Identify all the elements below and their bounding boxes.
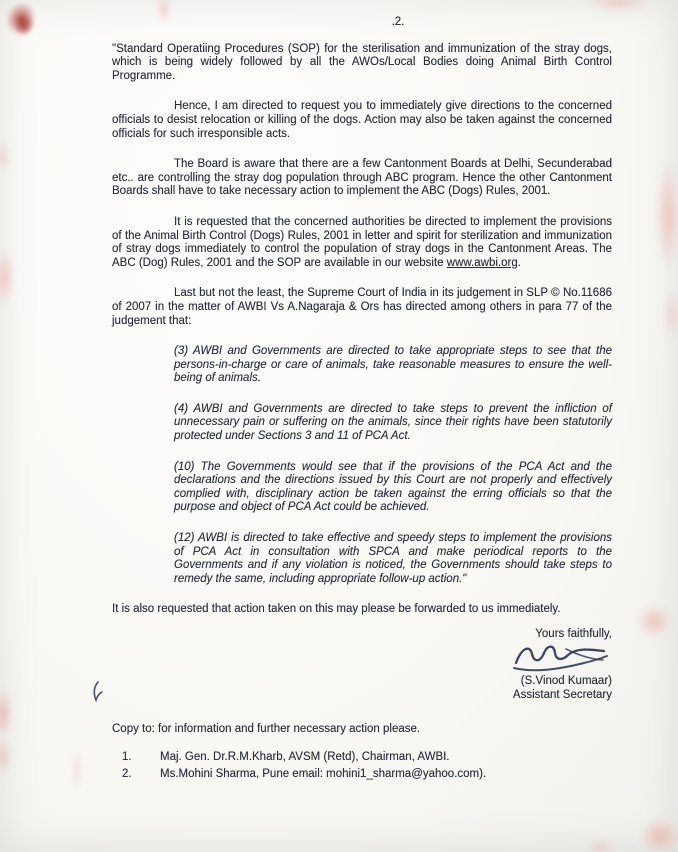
closing-block: [112, 627, 612, 703]
paragraph-text: It is requested that the concerned authorities be directed to implement the provisions of the Animal Birth Control (Dogs) Rules, 2001 in letter and spirit for sterilization and immunization of stray dogs immediately to control the population of stray dogs in the Cantonment Areas. The ABC (Dog) Rules, 2001 and the SOP are available in our website: [112, 215, 612, 269]
paragraph-text-after-link: .: [517, 256, 521, 269]
pen-mark: [88, 680, 104, 709]
copy-to-section: [112, 723, 612, 782]
signature: [112, 642, 610, 674]
paragraph-sop: [112, 43, 612, 84]
paragraph-text: The Board is aware that there are a few Cantonment Boards at Delhi, Secunderabad etc.. are controlling the stray dog population through ABC program. Hence the other Cantonment Boards shall have to take necessary action to implement the ABC (Dogs) Rules, 2001.: [112, 158, 612, 198]
scan-stain-left-streak: [72, 748, 82, 792]
scan-stain-right-edge-upper: [656, 160, 678, 270]
signatory-title: Assistant Secretary: [512, 689, 612, 701]
page-number: .2.: [391, 16, 405, 28]
paragraph-cantonment-boards: [112, 158, 612, 199]
scan-stain-right-lower: [636, 604, 672, 638]
judgement-quote-3: (3) AWBI and Governments are directed to take appropriate steps to see that the persons-in-charge or care of animals, take reasonable measures to ensure the well-being of animals.: [174, 345, 612, 385]
copy-to-list: [112, 751, 612, 781]
judgement-quote-10: (10) The Governments would see that if the provisions of the PCA Act and the declarations and the directions issued by this Court are not properly and effectively complied with, disciplinary action be taken against the erring officials so that the purpose and object of PCA Act could be achieved.: [174, 460, 612, 514]
scan-stain-left-edge-upper: [0, 140, 10, 174]
scan-stain-right-edge-mid: [664, 290, 678, 340]
list-number: 1.: [122, 751, 132, 764]
list-number: 2.: [122, 767, 132, 780]
judgement-quote-12: (12) AWBI is directed to take effective and speedy steps to implement the provisions of PCA Act in consultation with SPCA and make periodical reports to the Governments and if any violation is noticed, the Governments should take steps to remedy the same, including appropriate follow-up action.": [174, 532, 612, 585]
scan-stain-bottom-center: [586, 840, 616, 852]
copy-to-heading: Copy to: for information and further necessary action please.: [112, 722, 421, 735]
paragraph-text: Hence, I am directed to request you to immediately give directions to the concerned officials to desist relocation or killing of the dogs. Action may also be taken against the concerned officials for such irresponsible acts.: [112, 100, 612, 140]
scan-stain-top-left-red-2: [14, 14, 34, 36]
signatory-name: (S.Vinod Kumaar): [520, 674, 612, 687]
paragraph-action-taken: It is also requested that action taken on this may please be forwarded to us immediately.: [112, 603, 561, 616]
scan-stain-top-right: [588, 0, 648, 12]
list-item-text: Ms.Mohini Sharma, Pune email: mohini1_sharma@yahoo.com).: [160, 767, 487, 780]
website-link: www.awbi.org: [446, 256, 518, 269]
closing-salutation: Yours faithfully,: [535, 628, 612, 640]
paragraph-text: Last but not the least, the Supreme Court of India in its judgement in SLP © No.11686 of 2007 in the matter of AWBI Vs A.Nagaraja & Ors has directed among others in para 77 of the judgement that:: [112, 287, 612, 327]
scan-stain-left-edge-lower: [0, 688, 12, 738]
scan-stain-left-edge-lower-2: [0, 736, 10, 776]
paragraph-supreme-court: [112, 287, 612, 328]
signature-scribble: [510, 642, 610, 674]
paragraph-abc-rules: [112, 216, 612, 270]
scan-stain-top-left-red: [1, 0, 40, 40]
scan-stain-bottom-right: [640, 818, 678, 852]
paragraph-text: "Standard Operatiing Procedures (SOP) for the sterilisation and immunization of the stray dogs, which is being widely followed by all the AWOs/Local Bodies doing Animal Birth Control Programme.: [112, 42, 612, 82]
paragraph-directions: [112, 100, 612, 141]
copy-list-item: [112, 768, 612, 782]
judgement-quote-4: (4) AWBI and Governments are directed to take steps to prevent the infliction of unnecessary pain or suffering on the animals, since their rights have been statutorily protected under Sections 3 and 11 of PCA Act.: [174, 402, 612, 443]
scan-stain-left-edge-mid: [0, 248, 14, 308]
copy-list-item: [112, 751, 612, 765]
list-item-text: Maj. Gen. Dr.R.M.Kharb, AVSM (Retd), Chairman, AWBI.: [160, 751, 450, 764]
letter-body: [112, 16, 612, 784]
